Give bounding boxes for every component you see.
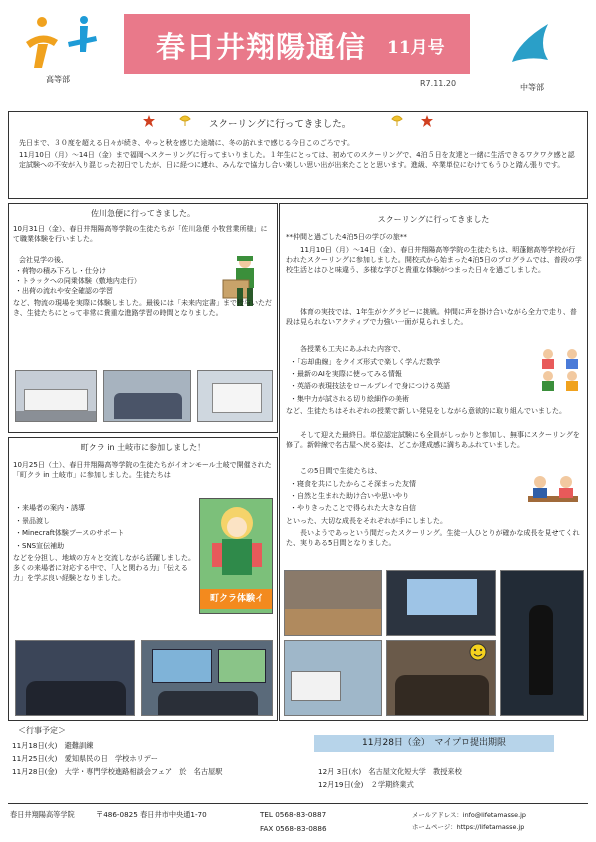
schooling-photo-bus	[284, 640, 382, 716]
machikura-photo-minecraft	[141, 640, 273, 716]
schedule-item: 12月 3日(水) 名古屋文化短大学 教授来校	[318, 767, 462, 776]
bus-shape	[291, 671, 341, 701]
footer-fax: FAX 0568-83-0886	[260, 824, 327, 833]
list-item: ・「忘却曲線」をクイズ形式で楽しく学んだ数学	[290, 358, 441, 366]
schedule-item: 11月28日(金) 大学・専門学校進路相談会フェア 於 名古屋駅	[12, 767, 223, 776]
header	[0, 0, 596, 110]
people-row	[158, 691, 258, 716]
group-people	[114, 393, 182, 419]
poster-banner: 町クラ体験イ	[200, 589, 273, 609]
sagawa-section	[8, 203, 278, 433]
intro-box	[8, 111, 588, 199]
schooling-class-list	[290, 356, 510, 405]
list-item: ・荷物の積み下ろし・仕分け	[15, 267, 106, 275]
schooling-photo-presentation	[386, 570, 496, 636]
sagawa-closing: など、物流の現場を実際に体験しました。最後には「未来内定書」まで授与いただき、生徒たちにとって非常に貴重な進路学習の時間となりました。	[13, 299, 272, 318]
truck-shape	[212, 383, 262, 413]
schooling-section	[279, 203, 588, 721]
footer-address: 〒486-0825 春日井市中央通1-70	[96, 810, 207, 819]
sagawa-activity-list	[15, 266, 215, 297]
people-row	[395, 675, 489, 715]
newsletter-title: 春日井翔陽通信	[156, 30, 367, 64]
list-item: ・やりきったことで得られた大きな自信	[290, 504, 416, 513]
machikura-closing: などを分担し、地域の方々と交流しながら活躍しました。多くの来場者に対応する中で、「人と関わる力」「伝える力」を学ぶ良い経験となりました。	[13, 554, 195, 583]
ground	[16, 411, 97, 422]
mascot-character	[208, 503, 266, 583]
intro-paragraph-1: 先日まで、３０度を超える日々が続き、やっと秋を感じた途端に、冬の訪れまで感じる今日このごろです。	[19, 139, 354, 147]
intro-heading: スクーリングに行ってきました。	[209, 119, 352, 130]
projector-screen	[407, 579, 477, 615]
machikura-poster	[199, 498, 273, 614]
schooling-para-7: といった、大切な成長をそれぞれが手にしました。	[286, 517, 447, 525]
schooling-para-5: そして迎えた最終日。単位認定試験にも全員がしっかりと参加し、無事にスクーリングを修了。新幹線で名古屋へ戻る姿は、どこか達成感に満ちあふれていました。	[286, 431, 580, 450]
list-item: ・英語の表現技法をロールプレイで身につける英語	[290, 382, 451, 391]
schooling-para-4: など、生徒たちはそれぞれの授業で新しい発見をしながら意欲的に取り組んでいました。	[286, 407, 566, 415]
smiley-icon	[469, 643, 487, 661]
screen-display	[218, 649, 266, 683]
schooling-para-2: 体育の実技では、1年生がケグラピーに挑戦。仲間に声を掛け合いながら全力で走り、普段は見られないアクティブで力強い一面が見られました。	[286, 308, 577, 327]
footer-divider	[8, 803, 588, 804]
truck-shape	[24, 389, 88, 411]
intro-paragraph-2: 11月10日（月）～14日（金）まで福岡へスクーリングに行ってまいりました。１年生にとっては、初めてのスクーリングで、4泊５日を友達と一緒に生活できるワクワク感と認定試験への不安が入り混じった初日でしたが、日に経つに連れ、みんなで協力し合い楽しい思い出が出来たことと思います。進級、卒業単位にむけてもうひと踏ん張りです。	[19, 151, 575, 170]
schooling-para-6: この5日間で生徒たちは、	[300, 467, 382, 475]
header-right-label: 中等部	[520, 83, 544, 92]
schedule-section	[8, 725, 588, 799]
schedule-left-list	[12, 739, 312, 778]
footer-tel: TEL 0568-83-0887	[260, 810, 327, 819]
list-item: ・景品渡し	[15, 516, 50, 525]
machikura-photo-booth	[15, 640, 135, 716]
title-band	[124, 14, 470, 74]
sagawa-title: 佐川急便に行ってきました。	[91, 209, 195, 218]
ginkgo-leaf-icon	[391, 115, 403, 127]
list-item: ・最新のAIを実際に使ってみる情報	[290, 370, 402, 379]
machikura-lead: 10月25日（土）、春日井翔陽高等学院の生徒たちがイオンモール土岐で開催された「町クラ in 土岐市」に参加しました。生徒たちは	[13, 461, 272, 480]
ginkgo-leaf-icon	[179, 115, 191, 127]
schooling-subtitle: **仲間と過ごした4泊5日の学びの旅**	[286, 233, 407, 241]
machikura-activity-list	[15, 502, 185, 552]
gym-floor	[285, 609, 382, 636]
schooling-title: スクーリングに行ってきました	[377, 215, 490, 224]
speaker-figure	[529, 605, 553, 695]
footer-school-name: 春日井翔陽高等学院	[10, 810, 75, 819]
list-item: ・寝食を共にしたからこそ深まった友情	[290, 480, 416, 488]
schooling-para-8: 長いようであっという間だったスクーリング。生徒一人ひとりが確かな成長を見せてくれた、実りある5日間となりました。	[286, 529, 580, 548]
schooling-growth-list	[290, 478, 510, 515]
school-logo-middle	[508, 22, 554, 72]
classroom-illustration	[536, 342, 586, 392]
teacher-student-illustration	[524, 466, 582, 516]
list-item: ・SNS宣伝補助	[15, 541, 65, 550]
issue-number: 11月号	[387, 38, 445, 58]
sagawa-photo-trucks	[15, 370, 97, 422]
list-item: ・出荷の流れや安全確認の学習	[15, 287, 113, 296]
schooling-para-1: 11月10日（月）～14日（金）、春日井翔陽高等学院の生徒たちは、明蓬館高等学校が行われたスクーリングに参加しました。開校式から始まった4泊5日のプログラムでは、普段の学校生活とはひと味違う、多様な学びと貴重な体験がつまった日々を過ごしました。	[286, 246, 582, 275]
sagawa-list-intro: 会社見学の後、	[19, 256, 68, 264]
footer-mail[interactable]: メールアドレス：info@lifetamasse.jp	[412, 811, 526, 819]
schedule-highlight: 11月28日（金） マイプロ提出期限	[314, 735, 554, 752]
schooling-photo-group	[386, 640, 496, 716]
sagawa-lead: 10月31日（金）、春日井翔陽高等学院の生徒たちが「佐川急便 小牧営業所様」にて職業体験を行いました。	[13, 225, 268, 244]
logo-figure-orange	[26, 17, 58, 68]
list-item: ・来場者の案内・誘導	[15, 504, 85, 512]
machikura-section	[8, 437, 278, 721]
sagawa-photo-truck-ride	[197, 370, 273, 422]
issue-date: R7.11.20	[420, 79, 457, 88]
footer	[8, 806, 588, 840]
schooling-para-3: 各授業も工夫にあふれた内容で、	[300, 345, 405, 353]
schedule-right-list	[318, 765, 578, 791]
schooling-photo-gym	[284, 570, 382, 636]
schedule-item: 11月18日(火) 避難訓練	[12, 741, 94, 750]
footer-web[interactable]: ホームページ：https://lifetamasse.jp	[412, 823, 525, 831]
schedule-title: ＜行事予定＞	[18, 726, 66, 735]
list-item: ・トラックへの同乗体験（敷地内走行）	[15, 277, 141, 286]
maple-leaf-icon	[421, 115, 433, 127]
list-item: ・集中力が試される切り絵細作の美術	[290, 394, 409, 403]
list-item: ・Minecraft体験ブースのサポート	[15, 529, 125, 537]
maple-leaf-icon	[143, 115, 155, 127]
school-logo-high	[20, 12, 102, 74]
schedule-item: 12月19日(金) ２学期終業式	[318, 780, 414, 789]
header-left-label: 高等部	[46, 75, 70, 84]
people-row	[26, 681, 126, 716]
list-item: ・自然と生まれた助け合いや思いやり	[290, 492, 409, 501]
sagawa-photo-group	[103, 370, 191, 422]
schooling-photo-speaker	[500, 570, 584, 716]
machikura-title: 町クラ in 土岐市に参加しました！	[80, 443, 206, 452]
logo-figure-blue	[68, 16, 97, 52]
screen-display	[152, 649, 212, 683]
schedule-item: 11月25日(火) 愛知県民の日 学校ホリデー	[12, 754, 158, 763]
